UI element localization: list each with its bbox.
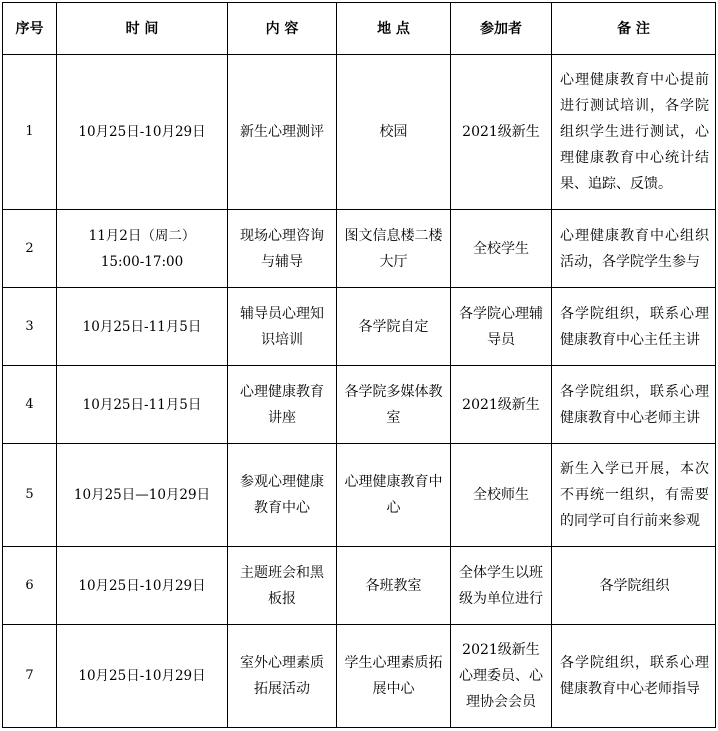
cell-notes: 各学院组织，联系心理健康教育中心老师主讲 [552, 366, 716, 444]
cell-notes: 各学院组织，联系心理健康教育中心主任主讲 [552, 288, 716, 366]
table-row [3, 288, 716, 366]
cell-notes: 心理健康教育中心提前进行测试培训，各学院组织学生进行测试，心理健康教育中心统计结果、追踪、反馈。 [552, 55, 716, 210]
table-row [3, 547, 716, 625]
cell-place: 各学院多媒体教室 [337, 366, 451, 444]
cell-time-date: 11月2日（周二） [88, 227, 196, 244]
cell-participants: 2021级新生心理委员、心理协会会员 [451, 625, 552, 728]
cell-notes: 新生入学已开展，本次不再统一组织，有需要的同学可自行前来参观 [552, 444, 716, 547]
cell-participants: 2021级新生 [451, 55, 552, 210]
cell-place: 各班教室 [337, 547, 451, 625]
cell-notes: 各学院组织 [552, 547, 716, 625]
cell-notes: 各学院组织，联系心理健康教育中心老师指导 [552, 625, 716, 728]
cell-place: 心理健康教育中心 [337, 444, 451, 547]
header-time: 时 间 [57, 3, 228, 55]
cell-time: 10月25日-10月29日 [57, 625, 228, 728]
table-row [3, 366, 716, 444]
cell-content: 室外心理素质拓展活动 [228, 625, 337, 728]
cell-content: 现场心理咨询与辅导 [228, 210, 337, 288]
cell-time: 10月25日-11月5日 [57, 288, 228, 366]
cell-seq: 5 [3, 444, 57, 547]
cell-seq: 7 [3, 625, 57, 728]
cell-time-hours: 15:00-17:00 [100, 253, 184, 270]
cell-seq: 6 [3, 547, 57, 625]
cell-time: 10月25日-11月5日 [57, 366, 228, 444]
table-row [3, 210, 716, 288]
cell-seq: 3 [3, 288, 57, 366]
cell-participants: 全校学生 [451, 210, 552, 288]
header-row [3, 3, 716, 55]
cell-content: 辅导员心理知识培训 [228, 288, 337, 366]
cell-time: 10月25日—10月29日 [57, 444, 228, 547]
cell-time [57, 210, 228, 288]
cell-place: 各学院自定 [337, 288, 451, 366]
cell-participants: 全体学生以班级为单位进行 [451, 547, 552, 625]
header-participants: 参加者 [451, 3, 552, 55]
cell-participants: 全校师生 [451, 444, 552, 547]
cell-place: 校园 [337, 55, 451, 210]
cell-notes: 心理健康教育中心组织活动，各学院学生参与 [552, 210, 716, 288]
cell-place: 图文信息楼二楼大厅 [337, 210, 451, 288]
header-content: 内 容 [228, 3, 337, 55]
cell-content: 新生心理测评 [228, 55, 337, 210]
table-row [3, 444, 716, 547]
cell-place: 学生心理素质拓展中心 [337, 625, 451, 728]
header-seq: 序号 [3, 3, 57, 55]
cell-seq: 1 [3, 55, 57, 210]
header-place: 地 点 [337, 3, 451, 55]
cell-content: 心理健康教育讲座 [228, 366, 337, 444]
cell-time: 10月25日-10月29日 [57, 547, 228, 625]
cell-time: 10月25日-10月29日 [57, 55, 228, 210]
table-row [3, 55, 716, 210]
cell-seq: 4 [3, 366, 57, 444]
cell-seq: 2 [3, 210, 57, 288]
cell-content: 参观心理健康教育中心 [228, 444, 337, 547]
cell-participants: 各学院心理辅导员 [451, 288, 552, 366]
cell-content: 主题班会和黑板报 [228, 547, 337, 625]
header-notes: 备 注 [552, 3, 716, 55]
table-row [3, 625, 716, 728]
cell-participants: 2021级新生 [451, 366, 552, 444]
schedule-table [2, 2, 716, 728]
